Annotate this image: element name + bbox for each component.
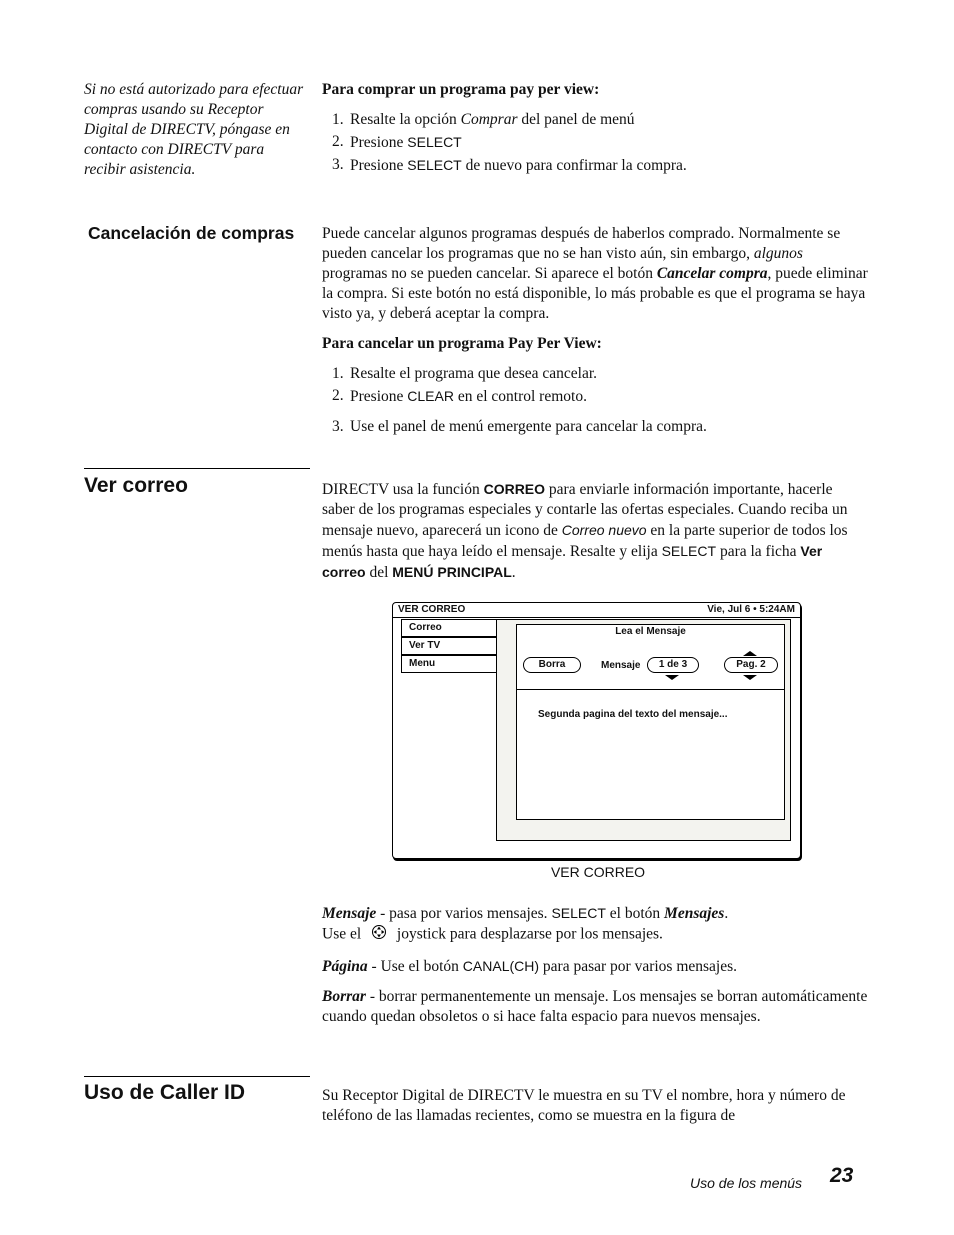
figure-caption: VER CORREO	[550, 864, 646, 880]
arrow-up-icon	[743, 651, 757, 656]
mail-screen-figure	[392, 602, 801, 859]
mail-paragraph: DIRECTV usa la función CORREO para enviarle información importante, hacerle saber de los programas especiales y contarle las ofertas especiales. Cuando reciba un mensaje nuevo, aparecerá un icono de Correo nuevo en la parte superior de todos los menús hasta que haya leído el mensaje. Resalte y elija SELECT para la ficha Ver correo del MENÚ PRINCIPAL.	[322, 481, 848, 581]
purchase-section	[322, 80, 870, 176]
message-label: Mensaje	[601, 660, 641, 671]
screen-title: VER CORREO	[398, 604, 466, 615]
purchase-heading: Para comprar un programa pay per view:	[322, 81, 600, 98]
desc-mensaje: Mensaje - pasa por varios mensajes. SELECT el botón Mensajes. Use el joystick para desplazarse por los mensajes.	[322, 903, 870, 946]
cancel-section-title: Cancelación de compras	[88, 223, 295, 243]
tab-correo[interactable]: Correo	[401, 619, 497, 637]
cancel-paragraph: Puede cancelar algunos programas después de haberlos comprado. Normalmente se pueden cancelar los programas que no se han visto aún, sin embargo, algunos programas no se pueden cancelar. Si aparece el botón Cancelar compra, puede eliminar la compra. Si este botón no está disponible, lo más probable es que el programa se haya visto ya, y deberá aceptar la compra.	[322, 225, 868, 322]
panel-divider	[517, 689, 784, 690]
joystick-icon	[365, 924, 393, 946]
purchase-step: 1. Resalte la opción Comprar del panel de menú	[332, 111, 635, 128]
descriptions	[322, 903, 870, 1027]
purchase-step: 3. Presione SELECT de nuevo para confirmar la compra.	[332, 156, 687, 174]
purchase-step: 2. Presione SELECT	[332, 133, 462, 151]
message-body: Segunda pagina del texto del mensaje...	[538, 709, 728, 720]
desc-pagina: Página - Use el botón CANAL(CH) para pasar por varios mensajes.	[322, 958, 738, 975]
message-counter[interactable]: 1 de 3	[647, 657, 699, 673]
purchase-steps	[322, 110, 870, 176]
arrow-down-icon	[743, 675, 757, 680]
screen-header-divider	[393, 617, 800, 618]
arrow-down-icon	[665, 675, 679, 680]
cancel-step: 3. Use el panel de menú emergente para cancelar la compra.	[332, 418, 707, 435]
caller-id-paragraph: Su Receptor Digital de DIRECTV le muestra en su TV el nombre, hora y número de teléfono de las llamadas recientes, como se muestra en la figura de	[322, 1087, 846, 1124]
desc-borrar: Borrar - borrar permanentemente un mensaje. Los mensajes se borran automáticamente cuando quedan obsoletos o si hace falta espacio para nuevos mensajes.	[322, 988, 868, 1025]
tab-menu[interactable]: Menu	[401, 655, 497, 673]
footer-label: Uso de los menús	[690, 1175, 803, 1191]
caller-id-section-title: Uso de Caller ID	[84, 1081, 246, 1104]
screen-datetime: Vie, Jul 6 • 5:24AM	[707, 604, 795, 615]
delete-button[interactable]: Borra	[523, 657, 581, 673]
cancel-heading: Para cancelar un programa Pay Per View:	[322, 335, 602, 352]
cancel-step: 1. Resalte el programa que desea cancelar.	[332, 365, 598, 382]
cancel-steps	[322, 364, 870, 437]
mail-section-title: Ver correo	[84, 474, 188, 497]
cancel-step: 2. Presione CLEAR en el control remoto.	[332, 387, 587, 405]
panel-title: Lea el Mensaje	[615, 626, 686, 637]
message-panel	[516, 624, 785, 820]
section-divider	[84, 1076, 310, 1077]
cancel-section	[322, 224, 870, 437]
tab-ver-tv[interactable]: Ver TV	[401, 637, 497, 655]
side-note: Si no está autorizado para efectuar compras usando su Receptor Digital de DIRECTV, póngase en contacto con DIRECTV para recibir asistencia.	[84, 81, 304, 178]
page-button[interactable]: Pag. 2	[724, 657, 778, 673]
section-divider	[84, 468, 310, 469]
page-number: 23	[830, 1164, 854, 1187]
